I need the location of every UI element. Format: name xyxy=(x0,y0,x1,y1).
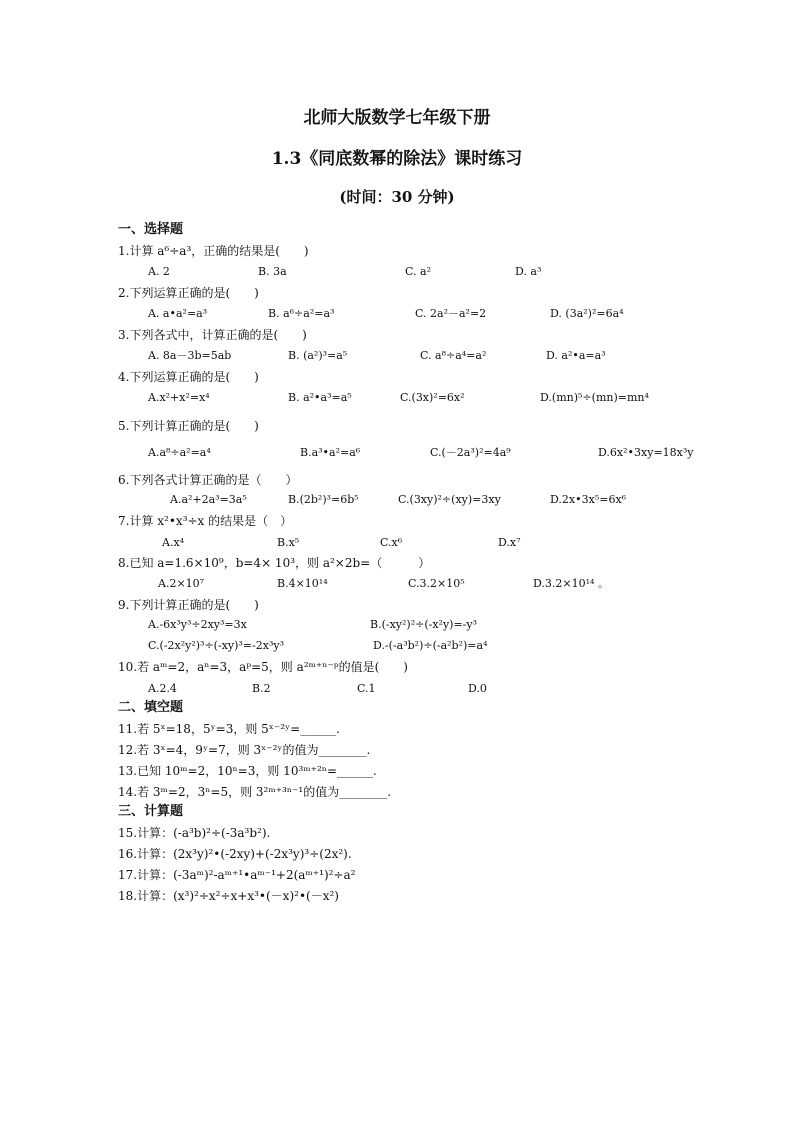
question-1: 1.计算 a⁶÷a³，正确的结果是( ) xyxy=(118,244,309,258)
q5-option-a: A.a⁸÷a²=a⁴ xyxy=(148,446,211,459)
question-2: 2.下列运算正确的是( ) xyxy=(118,286,259,300)
q8-option-b: B.4×10¹⁴ xyxy=(277,577,328,590)
q4-option-d: D.(mn)⁵÷(mn)=mn⁴ xyxy=(540,391,649,404)
time-limit: (时间：30 分钟) xyxy=(339,188,455,206)
section-fill-heading: 二、填空题 xyxy=(118,700,184,715)
q9-option-c: C.(-2x²y²)³÷(-xy)³=-2x³y³ xyxy=(148,639,284,652)
question-9: 9.下列计算正确的是( ) xyxy=(118,598,259,612)
q5-option-d: D.6x²•3xy=18x³y xyxy=(598,446,694,459)
question-8: 8.已知 a=1.6×10⁹，b=4× 10³，则 a²×2b=（ ） xyxy=(118,556,431,570)
q7-option-b: B.x⁵ xyxy=(277,536,300,549)
q5-option-c: C.(－2a³)²=4a⁹ xyxy=(430,446,511,459)
q9-option-d: D.-(-a³b²)÷(-a²b²)=a⁴ xyxy=(373,639,488,652)
q2-option-a: A. a•a²=a³ xyxy=(148,307,208,320)
q3-option-c: C. a⁸÷a⁴=a² xyxy=(420,349,487,362)
document-subtitle: 1.3《同底数幂的除法》课时练习 xyxy=(271,149,523,169)
question-13: 13.已知 10ᵐ=2，10ⁿ=3，则 10³ᵐ⁺²ⁿ=______. xyxy=(118,764,377,778)
question-15: 15.计算：(-a³b)²÷(-3a³b²). xyxy=(118,826,271,840)
question-6: 6.下列各式计算正确的是（ ） xyxy=(118,473,298,487)
q6-option-b: B.(2b²)³=6b⁵ xyxy=(288,493,359,506)
question-12: 12.若 3ˣ=4，9ʸ=7，则 3ˣ⁻²ʸ的值为________. xyxy=(118,743,371,757)
q7-option-d: D.x⁷ xyxy=(498,536,521,549)
question-5: 5.下列计算正确的是( ) xyxy=(118,419,259,433)
q10-option-c: C.1 xyxy=(357,682,376,695)
q6-option-a: A.a²+2a³=3a⁵ xyxy=(170,493,247,506)
question-7: 7.计算 x²•x³÷x 的结果是（ ） xyxy=(118,514,293,528)
question-18: 18.计算：(x³)²÷x²÷x+x³•(－x)²•(－x²) xyxy=(118,889,339,903)
question-14: 14.若 3ᵐ=2，3ⁿ=5，则 3²ᵐ⁺³ⁿ⁻¹的值为________. xyxy=(118,785,392,799)
q4-option-a: A.x²+x²=x⁴ xyxy=(148,391,210,404)
document-title: 北师大版数学七年级下册 xyxy=(303,108,491,128)
q3-option-a: A. 8a－3b=5ab xyxy=(148,349,232,362)
q1-option-b: B. 3a xyxy=(258,265,287,278)
q1-option-d: D. a³ xyxy=(515,265,542,278)
question-11: 11.若 5ˣ=18，5ʸ=3，则 5ˣ⁻²ʸ=______. xyxy=(118,722,340,736)
question-17: 17.计算：(-3aᵐ)²-aᵐ⁺¹•aᵐ⁻¹+2(aᵐ⁺¹)²÷a² xyxy=(118,868,356,882)
q6-option-d: D.2x•3x⁵=6x⁶ xyxy=(550,493,627,506)
q8-option-d: D.3.2×10¹⁴ 。 xyxy=(533,577,609,590)
question-3: 3.下列各式中，计算正确的是( ) xyxy=(118,328,307,342)
question-16: 16.计算：(2x³y)²•(-2xy)+(-2x³y)³÷(2x²). xyxy=(118,847,352,861)
q2-option-d: D. (3a²)²=6a⁴ xyxy=(550,307,624,320)
q5-option-b: B.a³•a²=a⁶ xyxy=(300,446,361,459)
question-4: 4.下列运算正确的是( ) xyxy=(118,370,259,384)
q10-option-b: B.2 xyxy=(252,682,271,695)
q10-option-d: D.0 xyxy=(468,682,487,695)
q3-option-b: B. (a²)³=a⁵ xyxy=(288,349,348,362)
section-calc-heading: 三、计算题 xyxy=(118,804,184,819)
q2-option-b: B. a⁶÷a²=a³ xyxy=(268,307,335,320)
q9-option-a: A.-6x³y³÷2xy³=3x xyxy=(148,618,247,631)
q2-option-c: C. 2a²－a²=2 xyxy=(415,307,487,320)
q4-option-c: C.(3x)²=6x² xyxy=(400,391,465,404)
q7-option-a: A.x⁴ xyxy=(162,536,185,549)
q1-option-c: C. a² xyxy=(405,265,431,278)
q7-option-c: C.x⁶ xyxy=(380,536,403,549)
q4-option-b: B. a²•a³=a⁵ xyxy=(288,391,352,404)
q6-option-c: C.(3xy)²÷(xy)=3xy xyxy=(398,493,501,506)
q1-option-a: A. 2 xyxy=(148,265,170,278)
q9-option-b: B.(-xy²)²÷(-x²y)=-y³ xyxy=(370,618,478,631)
q10-option-a: A.2.4 xyxy=(148,682,177,695)
section-choice-heading: 一、选择题 xyxy=(118,222,184,237)
q8-option-c: C.3.2×10⁵ xyxy=(408,577,465,590)
q8-option-a: A.2×10⁷ xyxy=(158,577,205,590)
q3-option-d: D. a²•a=a³ xyxy=(546,349,606,362)
question-10: 10.若 aᵐ=2，aⁿ=3，aᵖ=5，则 a²ᵐ⁺ⁿ⁻ᵖ的值是( ) xyxy=(118,660,408,674)
